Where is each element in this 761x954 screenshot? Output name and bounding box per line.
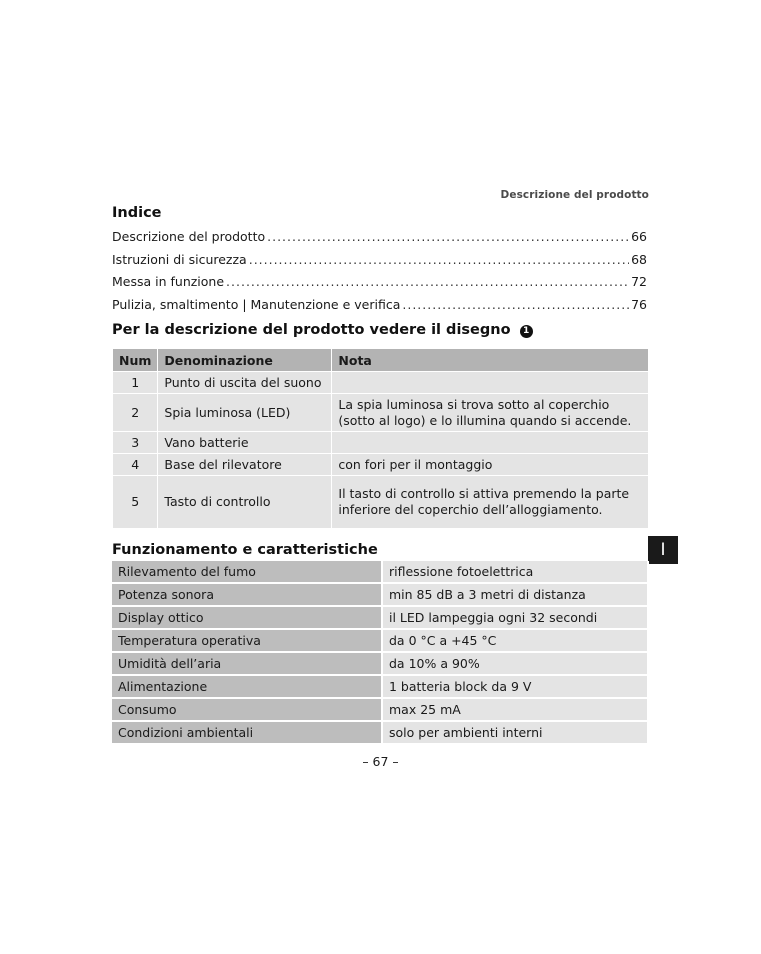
toc-entry-label: Descrizione del prodotto — [112, 229, 266, 244]
toc-entry-page: 68 — [631, 251, 647, 267]
toc-entry-label: Messa in funzione — [112, 274, 225, 289]
feature-value: da 0 °C a +45 °C — [382, 629, 648, 652]
figure-reference-icon: 1 — [520, 325, 533, 338]
feature-value: max 25 mA — [382, 698, 648, 721]
part-number: 1 — [113, 372, 158, 394]
part-name: Punto di uscita del suono — [158, 372, 332, 394]
toc-leader-dots — [402, 297, 629, 312]
feature-value: riflessione fotoelettrica — [382, 561, 648, 583]
feature-label: Condizioni ambientali — [112, 721, 382, 744]
table-row — [113, 394, 649, 432]
feature-label: Consumo — [112, 698, 382, 721]
feature-label: Rilevamento del fumo — [112, 561, 382, 583]
running-header: Descrizione del prodotto — [500, 189, 649, 201]
feature-value: solo per ambienti interni — [382, 721, 648, 744]
table-row — [112, 675, 648, 698]
toc-leader-dots — [226, 274, 629, 289]
page-number: – 67 – — [362, 754, 399, 769]
feature-value: da 10% a 90% — [382, 652, 648, 675]
part-name: Vano batterie — [158, 432, 332, 454]
toc-entry-page: 72 — [631, 274, 647, 289]
table-row — [113, 372, 649, 394]
product-description-title — [112, 322, 533, 338]
language-tab: I — [648, 536, 678, 564]
part-note: con fori per il montaggio — [332, 454, 649, 476]
table-row — [112, 606, 648, 629]
part-note — [332, 372, 649, 394]
toc-entry[interactable] — [112, 229, 647, 252]
part-number: 4 — [113, 454, 158, 476]
table-row — [113, 454, 649, 476]
column-header-num: Num — [113, 349, 158, 372]
toc-entry[interactable] — [112, 297, 647, 320]
parts-table — [112, 348, 649, 529]
product-description-title-text: Per la descrizione del prodotto vedere il disegno — [112, 322, 511, 338]
toc-entry[interactable] — [112, 274, 647, 297]
toc-leader-dots — [249, 252, 629, 267]
toc-entry-page: 66 — [631, 229, 647, 244]
table-of-contents — [112, 229, 647, 319]
part-note: La spia luminosa si trova sotto al coperchio (sotto al logo) e lo illumina quando si accende. — [332, 394, 649, 432]
part-note: Il tasto di controllo si attiva premendo la parte inferiore del coperchio dell’alloggiamento. — [332, 476, 649, 529]
feature-value: 1 batteria block da 9 V — [382, 675, 648, 698]
table-row — [112, 721, 648, 744]
feature-label: Display ottico — [112, 606, 382, 629]
toc-leader-dots — [267, 229, 629, 244]
features-table — [112, 561, 649, 745]
toc-entry[interactable] — [112, 252, 647, 275]
feature-label: Potenza sonora — [112, 583, 382, 606]
table-row — [112, 583, 648, 606]
part-note — [332, 432, 649, 454]
column-header-name: Denominazione — [158, 349, 332, 372]
feature-value: min 85 dB a 3 metri di distanza — [382, 583, 648, 606]
features-title: Funzionamento e caratteristiche — [112, 542, 378, 558]
table-header-row — [113, 349, 649, 372]
table-row — [112, 629, 648, 652]
table-row — [112, 652, 648, 675]
feature-label: Temperatura operativa — [112, 629, 382, 652]
part-number: 3 — [113, 432, 158, 454]
index-title: Indice — [112, 205, 162, 221]
toc-entry-label: Pulizia, smaltimento | Manutenzione e verifica — [112, 296, 401, 312]
feature-value: il LED lampeggia ogni 32 secondi — [382, 606, 648, 629]
table-row — [113, 432, 649, 454]
table-row — [113, 476, 649, 529]
column-header-note: Nota — [332, 349, 649, 372]
part-number: 2 — [113, 394, 158, 432]
toc-entry-page: 76 — [631, 296, 647, 312]
toc-entry-label: Istruzioni di sicurezza — [112, 251, 247, 267]
part-name: Base del rilevatore — [158, 454, 332, 476]
table-row — [112, 561, 648, 583]
part-number: 5 — [113, 476, 158, 529]
feature-label: Alimentazione — [112, 675, 382, 698]
table-row — [112, 698, 648, 721]
part-name: Tasto di controllo — [158, 476, 332, 529]
feature-label: Umidità dell’aria — [112, 652, 382, 675]
part-name: Spia luminosa (LED) — [158, 394, 332, 432]
